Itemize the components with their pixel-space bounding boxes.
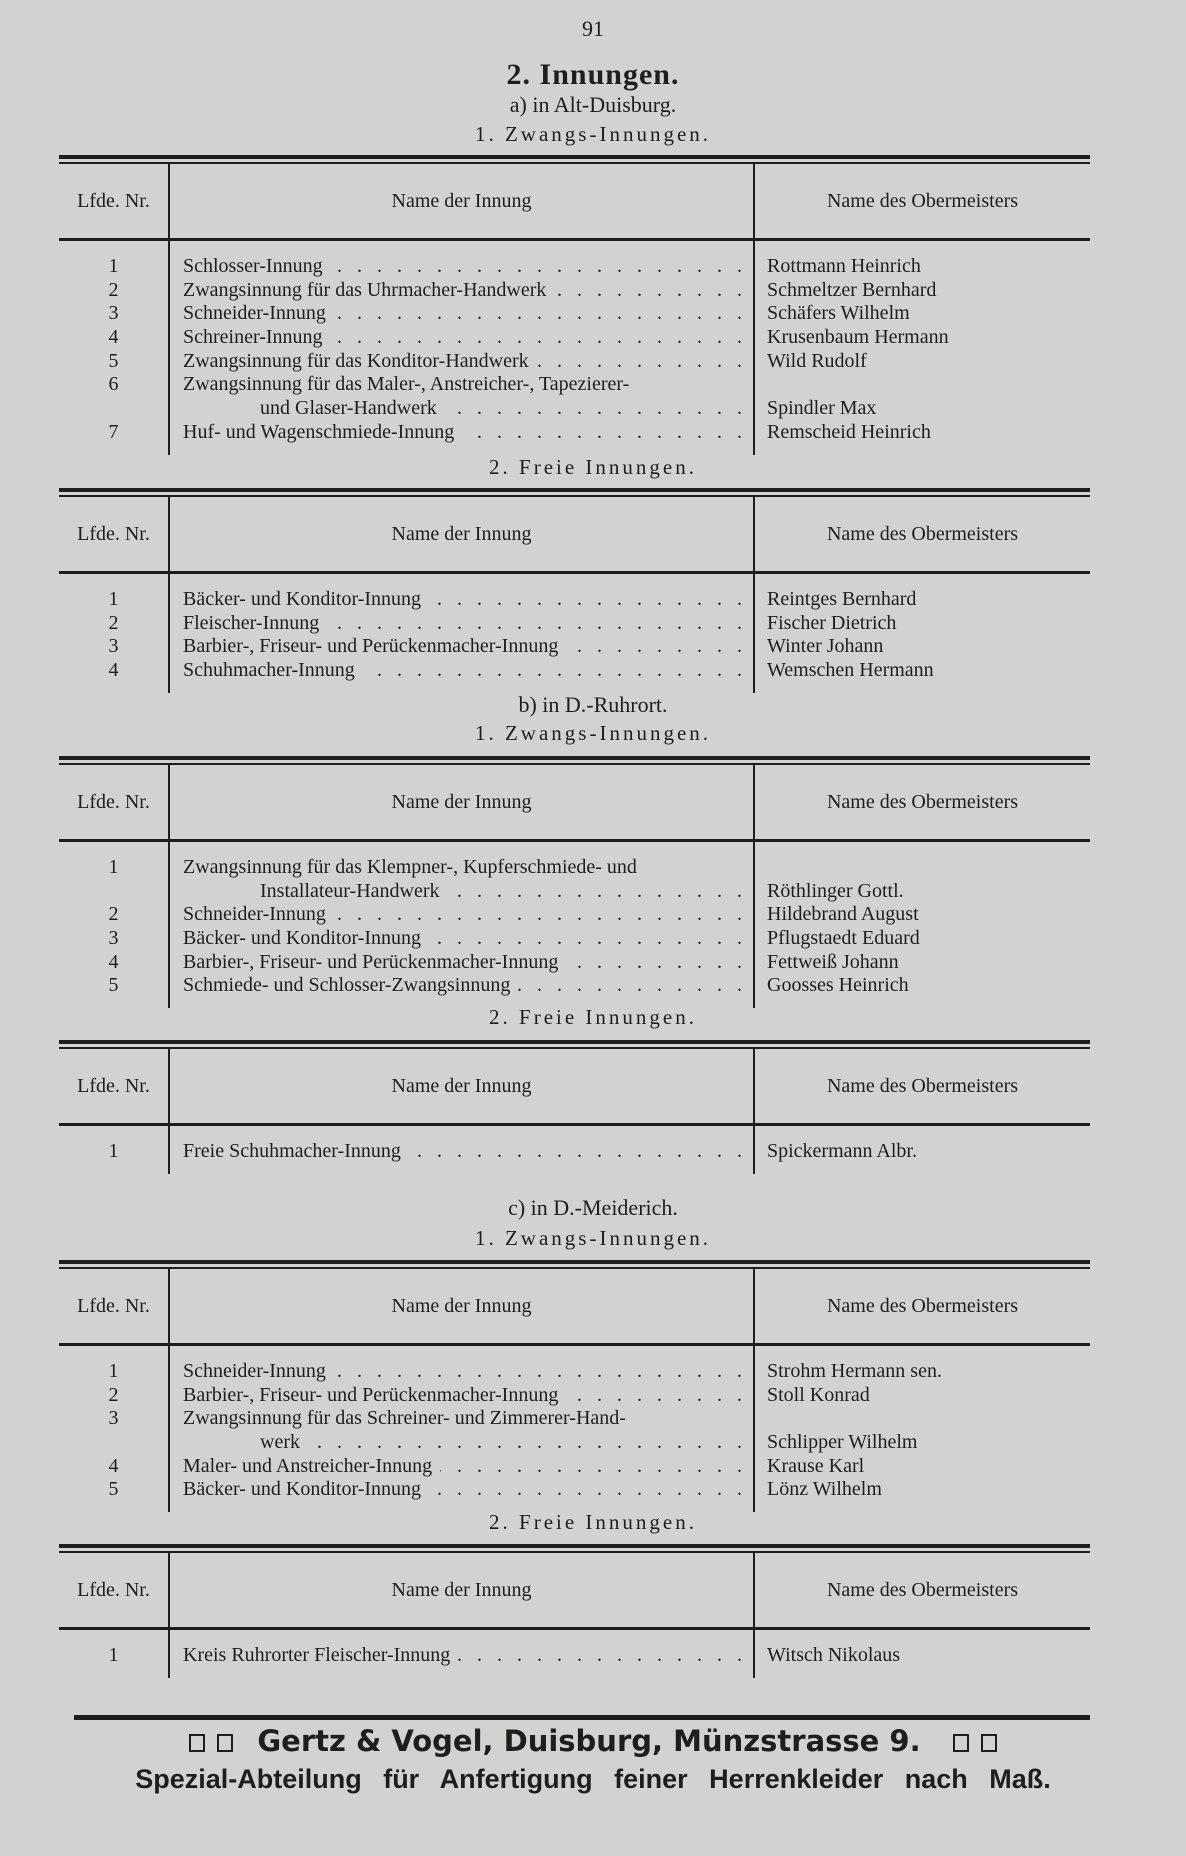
dot-leader [458, 1644, 747, 1668]
column-header-nr: Lfde. Nr. [59, 765, 170, 839]
innung-name-text: Bäcker- und Konditor-Innung [183, 1478, 422, 1501]
innung-name [170, 635, 753, 659]
innung-name [170, 279, 753, 303]
column-header-master: Name des Obermeisters [826, 1295, 1019, 1317]
innungen-table [59, 756, 1090, 1008]
master-column [755, 1630, 1090, 1678]
innung-name [170, 880, 753, 904]
innung-name [170, 373, 753, 397]
row-number: 4 [108, 326, 119, 349]
dot-leader [566, 951, 747, 975]
section-heading: a) in Alt-Duisburg. [509, 92, 677, 117]
table-rule [59, 756, 1090, 760]
row-number: 1 [108, 588, 119, 610]
group-heading: 1. Zwangs-Innungen. [474, 1226, 712, 1250]
row-number: 1 [108, 255, 119, 277]
innung-name-text: Zwangsinnung für das Klempner-, Kupferschmiede- und [183, 856, 637, 878]
table-rule [59, 1040, 1090, 1044]
nr-column [59, 574, 170, 693]
dot-leader [537, 350, 747, 374]
row-number: 3 [108, 1407, 119, 1430]
dot-leader [334, 1360, 747, 1384]
column-header-name: Name der Innung [170, 164, 755, 238]
innung-name [170, 951, 753, 975]
innung-name-text: Kreis Ruhrorter Fleischer-Innung [183, 1644, 451, 1666]
row-number: 3 [108, 635, 119, 658]
innung-name [170, 302, 753, 326]
obermeister-name [755, 373, 1090, 397]
name-column [170, 1126, 755, 1174]
dot-leader [331, 255, 747, 279]
master-column [755, 574, 1090, 693]
row-number: 2 [108, 903, 119, 926]
obermeister-name: Krusenbaum Hermann [767, 326, 949, 349]
table-body [59, 1126, 1090, 1174]
name-column [170, 241, 755, 455]
innung-name-text: Zwangsinnung für das Uhrmacher-Handwerk [183, 278, 547, 301]
row-number: 1 [108, 1360, 119, 1382]
table-header [59, 1269, 1090, 1343]
obermeister-name [755, 856, 1090, 880]
obermeister-name: Strohm Hermann sen. [767, 1360, 942, 1382]
innung-name [170, 326, 753, 350]
innung-name-text: Schneider-Innung [183, 1360, 326, 1382]
dot-leader [429, 1478, 747, 1502]
row-number: 5 [108, 974, 119, 997]
dot-leader [518, 974, 747, 998]
row-number: 5 [108, 1478, 119, 1501]
innung-name-text: Barbier-, Friseur- und Perückenmacher-Innung [183, 1383, 559, 1406]
obermeister-name: Witsch Nikolaus [767, 1644, 901, 1666]
innung-name [170, 1384, 753, 1408]
dot-leader [566, 1384, 747, 1408]
obermeister-name: Fettweiß Johann [767, 950, 899, 973]
group-heading: 2. Freie Innungen. [489, 1510, 697, 1534]
innung-name-text: Bäcker- und Konditor-Innung [183, 588, 422, 610]
obermeister-name: Röthlinger Gottl. [767, 879, 904, 902]
column-header-master: Name des Obermeisters [826, 1579, 1019, 1601]
name-column [170, 842, 755, 1008]
obermeister-name: Winter Johann [767, 635, 884, 658]
innung-name-text: Schneider-Innung [183, 302, 326, 325]
column-header-nr: Lfde. Nr. [59, 1269, 170, 1343]
column-header-master: Name des Obermeisters [826, 1075, 1019, 1097]
column-header-name: Name der Innung [170, 1553, 755, 1627]
section-heading: c) in D.-Meiderich. [508, 1195, 678, 1220]
innung-name [170, 1360, 753, 1384]
master-column [755, 241, 1090, 455]
innung-name-text: Maler- und Anstreicher-Innung [183, 1454, 433, 1477]
innungen-table [59, 1544, 1090, 1678]
column-header-nr: Lfde. Nr. [59, 497, 170, 571]
innung-name-text: Installateur-Handwerk [260, 879, 440, 902]
nr-column [59, 842, 170, 1008]
group-heading: 2. Freie Innungen. [489, 1005, 697, 1029]
divider [74, 1715, 1090, 1720]
dot-leader [445, 397, 747, 421]
name-column [170, 1346, 755, 1512]
row-number: 1 [108, 856, 119, 878]
column-header-nr: Lfde. Nr. [59, 1049, 170, 1123]
table-body [59, 1346, 1090, 1512]
innung-name [170, 927, 753, 951]
master-column [755, 842, 1090, 1008]
dot-leader [308, 1431, 747, 1455]
obermeister-name: Hildebrand August [767, 903, 919, 926]
innung-name-text: werk [260, 1431, 300, 1454]
nr-column [59, 1126, 170, 1174]
row-number: 3 [108, 927, 119, 950]
row-number: 1 [108, 1644, 119, 1666]
row-number [59, 397, 168, 421]
dot-leader [440, 1455, 747, 1479]
row-number: 4 [108, 1454, 119, 1477]
innungen-table [59, 488, 1090, 693]
dot-leader [554, 279, 747, 303]
row-number: 4 [108, 659, 119, 682]
dot-leader [462, 421, 747, 445]
innung-name [170, 1431, 753, 1455]
row-number: 3 [108, 302, 119, 325]
obermeister-name [755, 1407, 1090, 1431]
table-body [59, 574, 1090, 693]
row-number: 6 [108, 373, 119, 396]
nr-column [59, 1630, 170, 1678]
innung-name [170, 588, 753, 612]
innung-name-text: Barbier-, Friseur- und Perückenmacher-Innung [183, 950, 559, 973]
table-header [59, 1049, 1090, 1123]
table-header [59, 765, 1090, 839]
obermeister-name: Schäfers Wilhelm [767, 302, 910, 325]
column-header-nr: Lfde. Nr. [59, 1553, 170, 1627]
innung-name-text: Schreiner-Innung [183, 326, 323, 349]
row-number: 2 [108, 278, 119, 301]
innung-name [170, 1644, 753, 1668]
innung-name-text: Huf- und Wagenschmiede-Innung [183, 420, 455, 443]
row-number: 5 [108, 349, 119, 372]
innung-name [170, 350, 753, 374]
table-header [59, 497, 1090, 571]
advert-line1: Gertz & Vogel, Duisburg, Münzstrasse 9. [257, 1724, 921, 1758]
row-number: 4 [108, 950, 119, 973]
innung-name [170, 1407, 753, 1431]
dot-leader [429, 588, 747, 612]
innungen-table [59, 1260, 1090, 1512]
column-header-master: Name des Obermeisters [826, 791, 1019, 813]
column-header-name: Name der Innung [170, 1049, 755, 1123]
innung-name-text: Schlosser-Innung [183, 255, 323, 277]
innung-name-text: und Glaser-Handwerk [260, 397, 437, 420]
square-ornament-icon [183, 1724, 239, 1758]
row-number [59, 1431, 168, 1455]
obermeister-name: Spindler Max [767, 397, 877, 420]
innung-name [170, 974, 753, 998]
obermeister-name: Stoll Konrad [767, 1383, 870, 1406]
innung-name [170, 1478, 753, 1502]
nr-column [59, 1346, 170, 1512]
dot-leader [334, 302, 747, 326]
innung-name [170, 1140, 753, 1164]
column-header-name: Name der Innung [170, 765, 755, 839]
innungen-table [59, 1040, 1090, 1174]
obermeister-name: Fischer Dietrich [767, 611, 897, 634]
dot-leader [409, 1140, 747, 1164]
row-number [59, 880, 168, 904]
name-column [170, 574, 755, 693]
obermeister-name: Schlipper Wilhelm [767, 1431, 918, 1454]
page-title: 2. Innungen. [506, 58, 680, 91]
obermeister-name: Lönz Wilhelm [767, 1478, 882, 1501]
table-body [59, 1630, 1090, 1678]
obermeister-name: Pflugstaedt Eduard [767, 927, 920, 950]
row-number: 7 [108, 420, 119, 443]
table-rule [59, 1544, 1090, 1548]
table-header [59, 164, 1090, 238]
innung-name [170, 1455, 753, 1479]
obermeister-name: Wild Rudolf [767, 349, 867, 372]
master-column [755, 1346, 1090, 1512]
table-body [59, 842, 1090, 1008]
innung-name-text: Zwangsinnung für das Schreiner- und Zimmerer-Hand- [183, 1407, 626, 1430]
innung-name [170, 421, 753, 445]
innung-name-text: Barbier-, Friseur- und Perückenmacher-Innung [183, 635, 559, 658]
obermeister-name: Spickermann Albr. [767, 1140, 917, 1162]
table-rule [59, 155, 1090, 159]
obermeister-name: Krause Karl [767, 1454, 865, 1477]
section-heading: b) in D.-Ruhrort. [518, 692, 668, 717]
nr-column [59, 241, 170, 455]
column-header-nr: Lfde. Nr. [59, 164, 170, 238]
innung-name [170, 255, 753, 279]
dot-leader [448, 880, 747, 904]
row-number: 1 [108, 1140, 119, 1162]
dot-leader [331, 326, 747, 350]
dot-leader [334, 903, 747, 927]
page-number: 91 [582, 16, 604, 41]
row-number: 2 [108, 611, 119, 634]
innung-name-text: Zwangsinnung für das Konditor-Handwerk [183, 349, 529, 372]
innung-name-text: Schmiede- und Schlosser-Zwangsinnung [183, 974, 511, 997]
innungen-table [59, 155, 1090, 455]
innung-name-text: Fleischer-Innung [183, 611, 320, 634]
square-ornament-icon [947, 1724, 1003, 1758]
dot-leader [327, 612, 747, 636]
innung-name [170, 659, 753, 683]
table-header [59, 1553, 1090, 1627]
dot-leader [566, 635, 747, 659]
innung-name [170, 903, 753, 927]
advert-headline [0, 1724, 1186, 1758]
row-number: 2 [108, 1383, 119, 1406]
group-heading: 2. Freie Innungen. [489, 455, 697, 479]
table-rule [59, 488, 1090, 492]
advert-line2: Spezial-Abteilung für Anfertigung feiner Herrenkleider nach Maß. [135, 1764, 1051, 1794]
dot-leader [363, 659, 747, 683]
table-rule [59, 1260, 1090, 1264]
table-body [59, 241, 1090, 455]
obermeister-name: Wemschen Hermann [767, 659, 934, 682]
innung-name [170, 612, 753, 636]
name-column [170, 1630, 755, 1678]
group-heading: 1. Zwangs-Innungen. [474, 122, 712, 146]
obermeister-name: Goosses Heinrich [767, 974, 909, 997]
column-header-master: Name des Obermeisters [826, 190, 1019, 212]
dot-leader [429, 927, 747, 951]
obermeister-name: Rottmann Heinrich [767, 255, 921, 277]
column-header-name: Name der Innung [170, 1269, 755, 1343]
innung-name-text: Freie Schuhmacher-Innung [183, 1140, 401, 1162]
innung-name-text: Schneider-Innung [183, 903, 326, 926]
obermeister-name: Reintges Bernhard [767, 588, 917, 610]
innung-name-text: Schuhmacher-Innung [183, 659, 355, 682]
column-header-name: Name der Innung [170, 497, 755, 571]
obermeister-name: Schmeltzer Bernhard [767, 278, 937, 301]
master-column [755, 1126, 1090, 1174]
column-header-master: Name des Obermeisters [826, 523, 1019, 545]
innung-name-text: Zwangsinnung für das Maler-, Anstreicher-, Tapezierer- [183, 373, 630, 396]
innung-name-text: Bäcker- und Konditor-Innung [183, 927, 422, 950]
group-heading: 1. Zwangs-Innungen. [474, 721, 712, 745]
innung-name [170, 856, 753, 880]
innung-name [170, 397, 753, 421]
obermeister-name: Remscheid Heinrich [767, 420, 931, 443]
